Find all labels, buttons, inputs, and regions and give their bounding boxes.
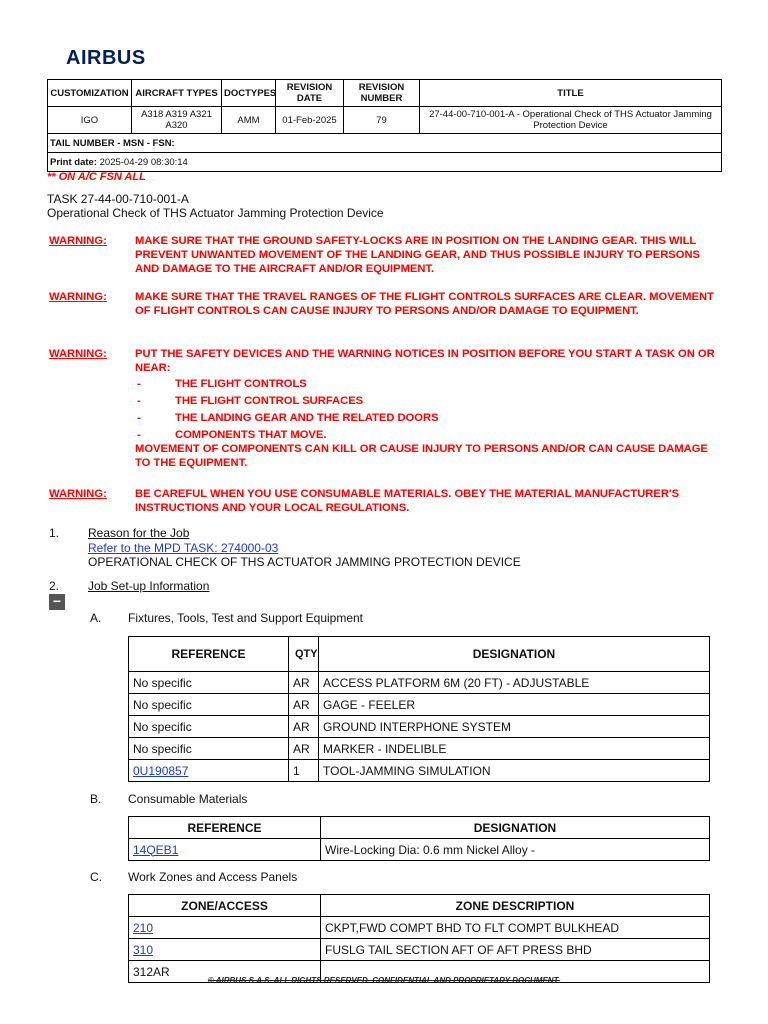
warning-list-item: - THE LANDING GEAR AND THE RELATED DOORS [137,412,439,424]
column-header-designation: DESIGNATION [321,817,710,839]
section-number: 2. [49,579,60,593]
section-job-setup [49,579,719,593]
header-customization: CUSTOMIZATION [48,80,132,107]
warning-label: WARNING: [49,348,107,360]
warning-list-item: - COMPONENTS THAT MOVE. [137,429,327,441]
subsection-letter: C. [90,870,102,884]
column-header-reference: REFERENCE [129,637,289,672]
table-row: No specific AR GROUND INTERPHONE SYSTEM [129,716,710,738]
column-header-reference: REFERENCE [129,817,321,839]
header-doctypes: DOCTYPES [222,80,276,107]
bullet-dash: - [137,412,141,424]
section-text: OPERATIONAL CHECK OF THS ACTUATOR JAMMING PROTECTION DEVICE [88,555,521,569]
value-revision-number: 79 [344,107,420,134]
section-title: Reason for the Job [88,526,190,540]
subsection-letter: B. [90,792,102,806]
document-metadata-table [47,79,722,172]
warning-text: MAKE SURE THAT THE GROUND SAFETY-LOCKS ARE IN POSITION ON THE LANDING GEAR. THIS WILL PREVENT UNWANTED MOVEMENT OF THE LANDING GEAR, AND THUS POSSIBLE INJURY TO PERSONS AND DAMAGE TO THE AIRCRAFT AND/OR EQUIPMENT. [135,235,701,275]
tail-number-label: TAIL NUMBER - MSN - FSN: [50,137,175,149]
table-row: 312AR [129,961,710,983]
bullet-dash: - [137,395,141,407]
task-id: TASK 27-44-00-710-001-A [47,192,189,206]
table-row: 310 FUSLG TAIL SECTION AFT OF AFT PRESS BHD [129,939,710,961]
section-title: Job Set-up Information [88,579,210,593]
warning-label: WARNING: [49,291,107,303]
copyright-footer: © AIRBUS S.A.S. ALL RIGHTS RESERVED. CONFIDENTIAL AND PROPRIETARY DOCUMENT. [207,976,561,985]
tools-table [128,636,710,782]
subsection-c-heading [90,870,297,884]
warning-label: WARNING: [49,235,107,247]
warning-text: PUT THE SAFETY DEVICES AND THE WARNING NOTICES IN POSITION BEFORE YOU START A TASK ON OR NEAR: [135,348,715,374]
minus-icon[interactable]: − [49,594,65,610]
print-date-value: 2025-04-29 08:30:14 [99,156,188,168]
column-header-designation: DESIGNATION [319,637,710,672]
airbus-logo: AIRBUS [66,47,146,69]
consumable-reference-link[interactable]: 14QEB1 [133,842,179,857]
header-revision-number: REVISION NUMBER [344,80,420,107]
warning-text: MOVEMENT OF COMPONENTS CAN KILL OR CAUSE INJURY TO PERSONS AND/OR CAN CAUSE DAMAGE TO THE EQUIPMENT. [135,443,708,469]
warning-1 [47,234,717,276]
table-row: 14QEB1 Wire-Locking Dia: 0.6 mm Nickel Alloy - [129,839,710,861]
subsection-title: Consumable Materials [128,792,248,806]
subsection-b-heading [90,792,247,806]
warning-2 [47,290,717,318]
table-row: No specific AR GAGE - FEELER [129,694,710,716]
header-aircraft-types: AIRCRAFT TYPES [132,80,222,107]
value-customization: IGO [48,107,132,134]
warning-text: BE CAREFUL WHEN YOU USE CONSUMABLE MATERIALS. OBEY THE MATERIAL MANUFACTURER'S INSTRUCTIONS AND YOUR LOCAL REGULATIONS. [135,488,680,514]
mpd-task-link[interactable]: Refer to the MPD TASK: 274000-03 [88,541,279,555]
section-number: 1. [49,526,60,540]
subsection-title: Work Zones and Access Panels [128,870,298,884]
consumables-table [128,816,710,861]
subsection-letter: A. [90,611,102,625]
work-zones-table [128,894,710,983]
warning-label: WARNING: [49,488,107,500]
table-row: 0U190857 1 TOOL-JAMMING SIMULATION [129,760,710,782]
column-header-qty: QTY [289,637,319,672]
table-row: 210 CKPT,FWD COMPT BHD TO FLT COMPT BULKHEAD [129,917,710,939]
header-revision-date: REVISION DATE [276,80,344,107]
applicability-note: ** ON A/C FSN ALL [47,171,146,183]
section-reason-for-job [49,526,719,569]
header-title: TITLE [420,80,722,107]
value-title: 27-44-00-710-001-A - Operational Check of THS Actuator Jamming Protection Device [420,107,722,134]
zone-link[interactable]: 210 [133,920,154,935]
warning-list-item: - THE FLIGHT CONTROLS [137,378,307,390]
value-aircraft-types: A318 A319 A321 A320 [132,107,222,134]
table-row: No specific AR ACCESS PLATFORM 6M (20 FT) - ADJUSTABLE [129,672,710,694]
value-doctypes: AMM [222,107,276,134]
value-revision-date: 01-Feb-2025 [276,107,344,134]
subsection-title: Fixtures, Tools, Test and Support Equipment [128,611,364,625]
warning-3 [47,347,717,470]
task-heading [47,192,384,220]
column-header-zone-access: ZONE/ACCESS [129,895,321,917]
warning-list-item: - THE FLIGHT CONTROL SURFACES [137,395,364,407]
tool-reference-link[interactable]: 0U190857 [133,763,189,778]
bullet-dash: - [137,429,141,441]
task-title: Operational Check of THS Actuator Jamming Protection Device [47,206,384,220]
subsection-a-heading [90,611,363,625]
tail-number-row [48,134,722,153]
column-header-zone-description: ZONE DESCRIPTION [321,895,710,917]
table-row: No specific AR MARKER - INDELIBLE [129,738,710,760]
zone-link[interactable]: 310 [133,942,154,957]
print-date-label: Print date: [50,156,97,168]
bullet-dash: - [137,378,141,390]
warning-4 [47,487,717,515]
warning-text: MAKE SURE THAT THE TRAVEL RANGES OF THE FLIGHT CONTROLS SURFACES ARE CLEAR. MOVEMENT OF FLIGHT CONTROLS CAN CAUSE INJURY TO PERSONS AND/OR DAMAGE TO EQUIPMENT. [135,291,714,317]
print-date-row [48,153,722,172]
